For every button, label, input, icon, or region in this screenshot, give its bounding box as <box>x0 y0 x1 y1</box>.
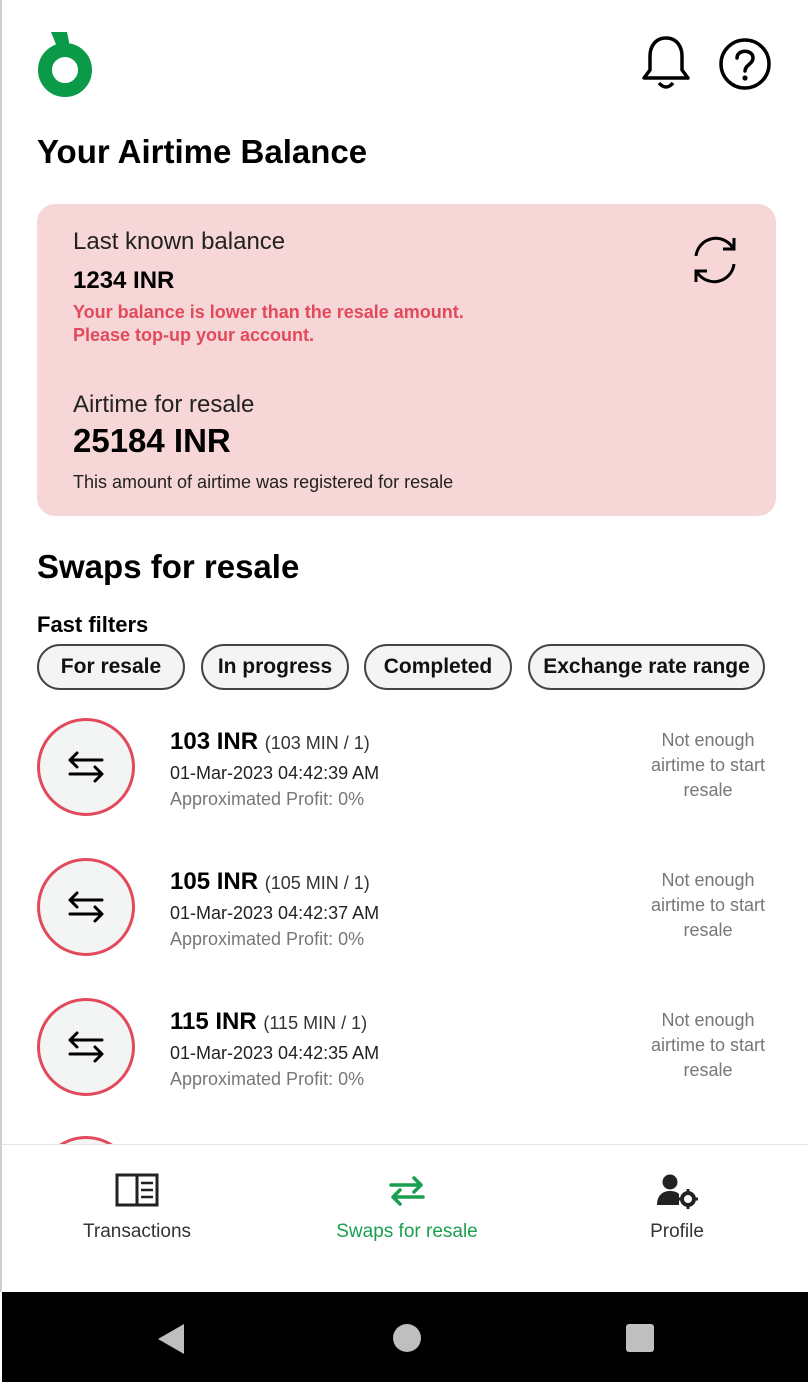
filter-for-resale[interactable]: For resale <box>37 644 185 690</box>
filter-in-progress[interactable]: In progress <box>201 644 349 690</box>
swap-profit: Approximated Profit: 0% <box>170 1069 365 1089</box>
swap-profit: Approximated Profit: 0% <box>170 929 365 949</box>
swap-list-item[interactable] <box>0 712 808 832</box>
filter-completed[interactable]: Completed <box>364 644 512 690</box>
swap-date: 01-Mar-2023 04:42:37 AM <box>170 903 380 923</box>
bottom-navigation <box>2 1144 808 1292</box>
swap-amount: 105 INR (105 MIN / 1) <box>170 868 370 895</box>
swap-arrows-icon <box>37 718 135 816</box>
bell-icon[interactable] <box>640 34 692 92</box>
book-icon <box>115 1173 159 1209</box>
last-balance-label: Last known balance <box>73 228 286 255</box>
back-icon[interactable] <box>154 1322 188 1361</box>
page-title: Your Airtime Balance <box>37 133 368 170</box>
swap-arrows-icon <box>37 858 135 956</box>
swap-date: 01-Mar-2023 04:42:35 AM <box>170 1043 380 1063</box>
help-icon[interactable] <box>718 37 772 91</box>
balance-card <box>37 204 776 516</box>
resale-note: This amount of airtime was registered for resale <box>73 472 454 492</box>
nav-profile-label: Profile <box>650 1221 704 1242</box>
recents-icon[interactable] <box>626 1324 654 1352</box>
refresh-icon[interactable] <box>687 232 743 288</box>
swap-amount: 115 INR (115 MIN / 1) <box>170 1008 368 1035</box>
swap-profit: Approximated Profit: 0% <box>170 789 365 809</box>
nav-transactions[interactable] <box>2 1145 272 1292</box>
resale-value: 25184 INR <box>73 422 231 459</box>
app-logo-icon <box>37 28 95 100</box>
balance-warning-line1: Your balance is lower than the resale amount. <box>73 302 464 322</box>
balance-warning-line2: Please top-up your account. <box>73 325 315 345</box>
nav-swaps-for-resale[interactable] <box>272 1145 542 1292</box>
swap-status: Not enough airtime to start resale <box>650 1010 766 1080</box>
swap-list-item[interactable] <box>0 852 808 972</box>
swap-list-item[interactable] <box>0 992 808 1112</box>
swap-amount: 103 INR (103 MIN / 1) <box>170 728 370 755</box>
swap-status: Not enough airtime to start resale <box>650 730 766 800</box>
nav-transactions-label: Transactions <box>82 1221 192 1242</box>
fast-filters-label: Fast filters <box>37 612 149 637</box>
home-icon[interactable] <box>393 1324 421 1352</box>
swap-arrows-icon <box>385 1173 429 1209</box>
swap-status: Not enough airtime to start resale <box>650 870 766 940</box>
filter-exchange-rate-range[interactable]: Exchange rate range <box>528 644 765 690</box>
swap-date: 01-Mar-2023 04:42:39 AM <box>170 763 380 783</box>
system-navigation-bar <box>2 1292 808 1382</box>
swaps-title: Swaps for resale <box>37 548 300 585</box>
resale-label: Airtime for resale <box>73 391 255 418</box>
swap-arrows-icon <box>37 998 135 1096</box>
last-balance-value: 1234 INR <box>73 267 175 294</box>
user-settings-icon <box>655 1173 699 1209</box>
nav-swaps-label: Swaps for resale <box>336 1221 478 1242</box>
nav-profile[interactable] <box>542 1145 808 1292</box>
